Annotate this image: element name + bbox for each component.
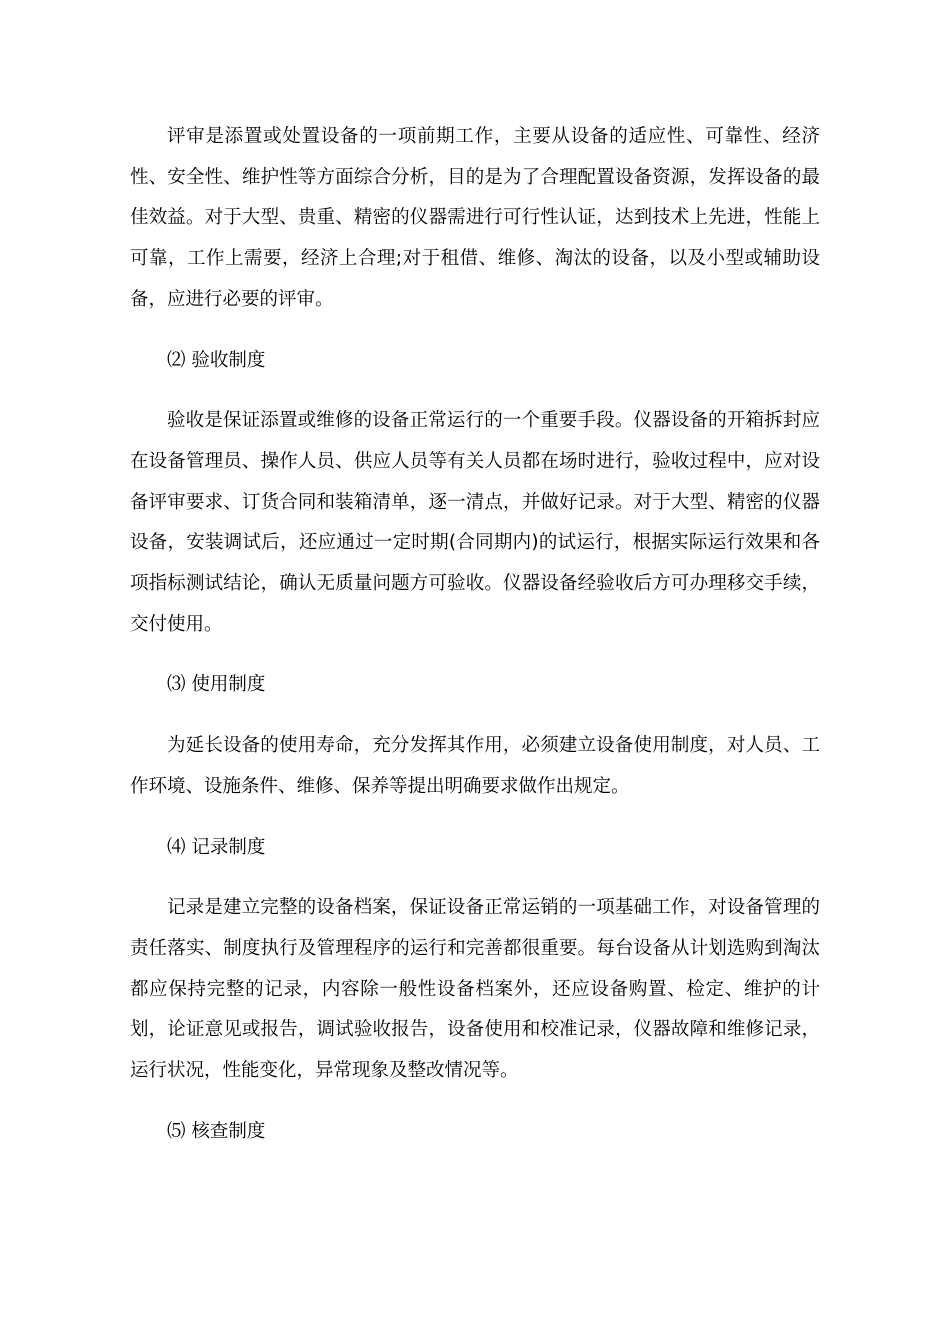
heading-record-system: ⑷ 记录制度 (167, 836, 266, 858)
paragraph-record: 记录是建立完整的设备档案，保证设备正常运销的一项基础工作，对设备管理的责任落实、制度执行及管理程序的运行和完善都很重要。每台设备从计划选购到淘汰都应保持完整的记录，内容除一般性设备档案外，还应设备购置、检定、维护的计划，论证意见或报告，调试验收报告，设备使用和校准记录，仪器故障和维修记录，运行状况，性能变化，异常现象及整改情况等。 (130, 897, 820, 1082)
paragraph-evaluation: 评审是添置或处置设备的一项前期工作，主要从设备的适应性、可靠性、经济性、安全性、维护性等方面综合分析，目的是为了合理配置设备资源，发挥设备的最佳效益。对于大型、贵重、精密的仪器需进行可行性认证，达到技术上先进，性能上可靠，工作上需要，经济上合理;对于租借、维修、淘汰的设备，以及小型或辅助设备，应进行必要的评审。 (130, 126, 820, 310)
spacer (130, 381, 820, 401)
spacer (130, 321, 820, 341)
heading-acceptance-system: ⑵ 验收制度 (167, 349, 266, 371)
heading-usage-system: ⑶ 使用制度 (167, 674, 266, 696)
spacer (130, 645, 820, 665)
paragraph-acceptance: 验收是保证添置或维修的设备正常运行的一个重要手段。仪器设备的开箱拆封应在设备管理员、操作人员、供应人员等有关人员都在场时进行，验收过程中，应对设备评审要求、订货合同和装箱清单，逐一清点，并做好记录。对于大型、精密的仪器设备，安装调试后，还应通过一定时期(合同期内)的试运行，根据实际运行效果和各项指标测试结论，确认无质量问题方可验收。仪器设备经验收后方可办理移交手续，交付使用。 (130, 410, 820, 635)
spacer (130, 808, 820, 828)
spacer (130, 868, 820, 888)
document-page (130, 117, 820, 1152)
paragraph-usage: 为延长设备的使用寿命，充分发挥其作用，必须建立设备使用制度，对人员、工作环境、设施条件、维修、保养等提出明确要求做作出规定。 (130, 735, 820, 797)
spacer (130, 706, 820, 726)
heading-verification-system: ⑸ 核查制度 (167, 1120, 266, 1142)
spacer (130, 1092, 820, 1112)
